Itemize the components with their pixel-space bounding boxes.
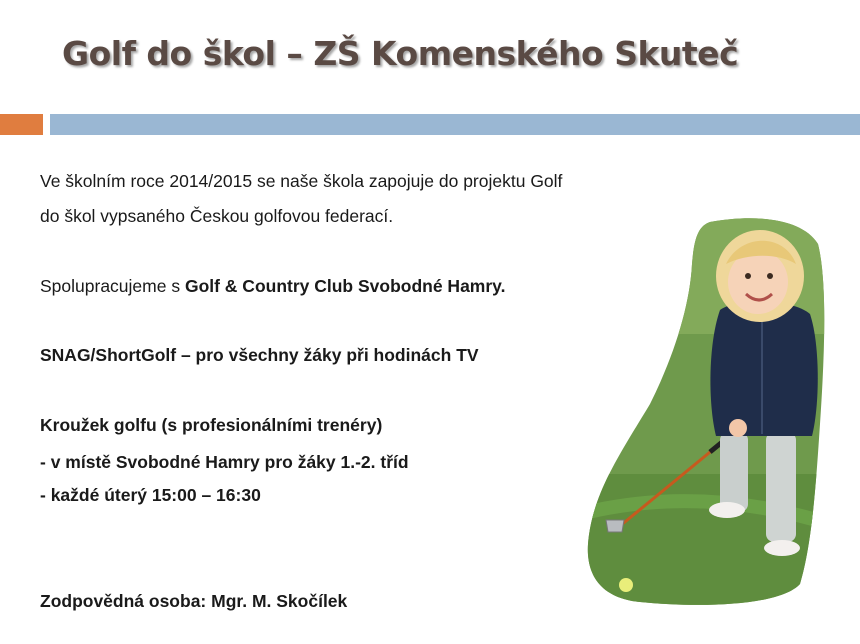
partner-name: Golf & Country Club Svobodné Hamry.: [184, 276, 506, 296]
slide-title: Golf do škol – ZŠ Komenského Skuteč: [62, 34, 739, 73]
partner-line: [40, 275, 505, 297]
snag-line: SNAG/ShortGolf – pro všechny žáky při hodinách TV: [40, 345, 479, 365]
intro-line-1: Ve školním roce 2014/2015 se naše škola zapojuje do projektu Golf: [40, 171, 563, 191]
responsible-person: Zodpovědná osoba: Mgr. M. Skočílek: [40, 591, 348, 611]
accent-bar-orange: [0, 114, 43, 135]
club-item-location: - v místě Svobodné Hamry pro žáky 1.-2. tříd: [40, 452, 409, 472]
partner-prefix: Spolupracujeme s: [40, 276, 185, 296]
accent-bar-blue: [50, 114, 860, 135]
club-item-time: - každé úterý 15:00 – 16:30: [40, 485, 261, 505]
club-heading: Kroužek golfu (s profesionálními trenéry): [40, 415, 383, 435]
golf-ball: [619, 578, 633, 592]
golfer-child-photo: [580, 214, 830, 606]
intro-line-2: do škol vypsaného Českou golfovou federací.: [40, 206, 394, 226]
